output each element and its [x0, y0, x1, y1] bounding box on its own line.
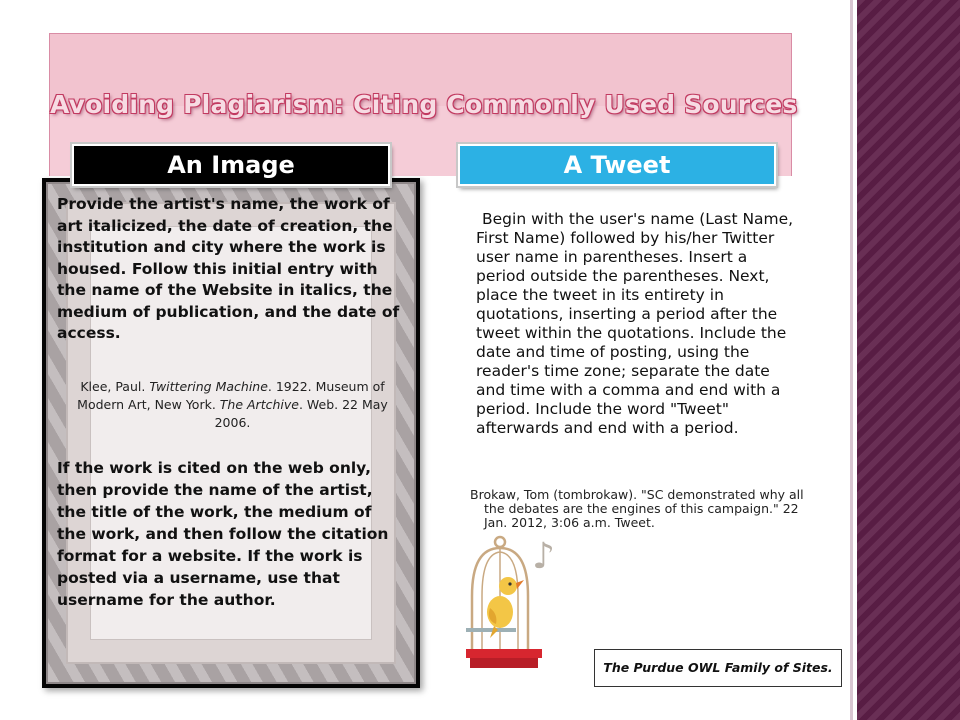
side-divider-line	[850, 0, 853, 720]
decorative-side-strip	[857, 0, 960, 720]
tweet-instructions: Begin with the user's name (Last Name, First Name) followed by his/her Twitter user name in parentheses. Insert a period outside the parentheses. Next, place the tweet in its entirety in quotations, inserting a period after the tweet within the quotations. Include the date and time of posting, using the reader's time zone; separate the date and time with a comma and end with a period. Include the word "Tweet" afterwards and end with a period.	[476, 210, 794, 437]
slide-title: Avoiding Plagiarism: Citing Commonly Used Sources	[50, 90, 798, 119]
citation-access: . Web. 22 May 2006.	[214, 397, 388, 430]
citation-site-title: The Artchive	[219, 397, 299, 412]
tab-a-tweet: A Tweet	[458, 144, 776, 186]
source-credit: The Purdue OWL Family of Sites.	[594, 649, 842, 687]
image-citation-example	[60, 378, 405, 432]
citation-details: . 1922. Museum of Modern Art, New York.	[77, 379, 385, 412]
image-web-only-instructions: If the work is cited on the web only, then provide the name of the artist, the title of the work, the medium of the work, and then follow the citation format for a website. If the work is posted via a username, use that username for the author.	[57, 459, 389, 609]
tab-an-image: An Image	[72, 144, 390, 186]
music-note-icon: ♪	[532, 536, 555, 577]
citation-work-title: Twittering Machine	[149, 379, 268, 394]
image-instructions: Provide the artist's name, the work of art italicized, the date of creation, the institution and city where the work is housed. Follow this initial entry with the name of the Website in italics, the medium of publication, and the date of access.	[57, 195, 400, 342]
tweet-citation-example: Brokaw, Tom (tombrokaw). "SC demonstrated why all the debates are the engines of this campaign." 22 Jan. 2012, 3:06 a.m. Tweet.	[470, 487, 804, 530]
citation-author: Klee, Paul.	[80, 379, 146, 394]
